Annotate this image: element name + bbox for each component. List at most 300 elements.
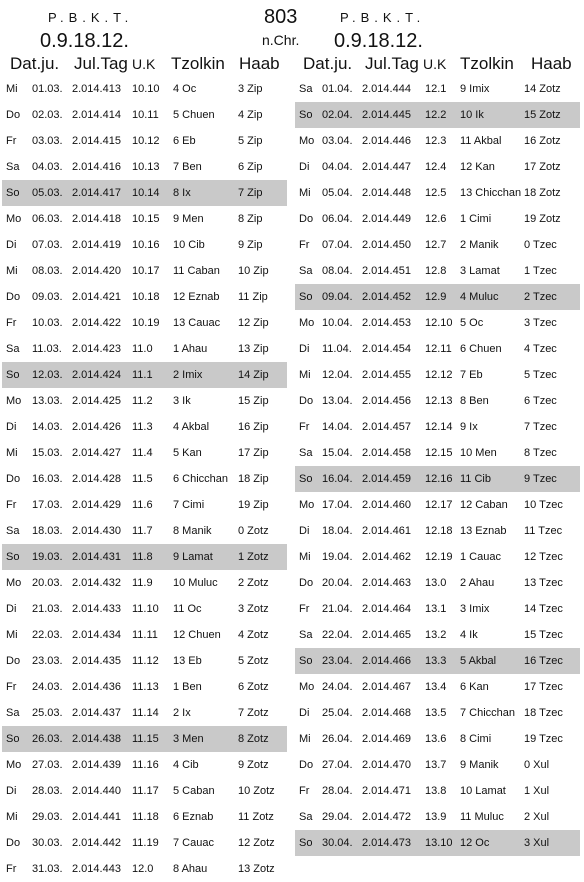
right-calendar-table [295, 52, 580, 856]
day-cell: Mo [6, 577, 22, 589]
day-cell: Sa [299, 811, 313, 823]
haab-cell: 9 Zotz [238, 759, 269, 771]
day-cell: So [6, 551, 20, 563]
uk-cell: 11.15 [132, 733, 159, 745]
haab-cell: 11 Zotz [238, 811, 274, 823]
tzolkin-cell: 10 Cib [173, 239, 205, 251]
table-row [295, 154, 580, 180]
tzolkin-cell: 13 Eb [173, 655, 202, 667]
day-cell: Fr [6, 863, 17, 875]
table-row [2, 830, 287, 856]
table-row [2, 570, 287, 596]
haab-cell: 1 Zotz [238, 551, 269, 563]
haab-cell: 16 Zip [238, 421, 269, 433]
jul-tag-cell: 2.014.428 [72, 473, 121, 485]
day-cell: Mi [6, 83, 18, 95]
jul-tag-cell: 2.014.449 [362, 213, 411, 225]
date-cell: 11.03. [32, 343, 62, 355]
jul-tag-cell: 2.014.420 [72, 265, 121, 277]
date-cell: 22.03. [32, 629, 63, 641]
uk-cell: 10.12 [132, 135, 160, 147]
jul-tag-cell: 2.014.440 [72, 785, 121, 797]
day-cell: Do [6, 473, 21, 485]
uk-cell: 12.16 [425, 473, 453, 485]
day-cell: Mo [6, 213, 22, 225]
tzolkin-cell: 11 Caban [173, 265, 220, 277]
haab-cell: 10 Zotz [238, 785, 275, 797]
left-calendar-table [2, 52, 287, 882]
uk-cell: 10.16 [132, 239, 160, 251]
haab-cell: 18 Zip [238, 473, 269, 485]
haab-cell: 6 Zotz [238, 681, 269, 693]
jul-tag-cell: 2.014.445 [362, 109, 411, 121]
uk-cell: 11.19 [132, 837, 159, 849]
date-cell: 02.03. [32, 109, 63, 121]
uk-cell: 12.0 [132, 863, 154, 875]
date-cell: 14.03. [32, 421, 63, 433]
haab-cell: 13 Tzec [524, 577, 563, 589]
haab-cell: 1 Tzec [524, 265, 557, 277]
table-row [295, 544, 580, 570]
day-cell: Fr [299, 785, 310, 797]
uk-cell: 11.1 [132, 369, 153, 381]
table-row [295, 674, 580, 700]
date-cell: 16.04. [322, 473, 353, 485]
jul-tag-cell: 2.014.470 [362, 759, 411, 771]
date-cell: 20.04. [322, 577, 353, 589]
day-cell: Di [6, 785, 17, 797]
uk-cell: 11.4 [132, 447, 153, 459]
table-row [295, 492, 580, 518]
uk-cell: 10.10 [132, 83, 160, 95]
jul-tag-cell: 2.014.444 [362, 83, 411, 95]
day-cell: Mo [299, 499, 315, 511]
jul-tag-cell: 2.014.459 [362, 473, 411, 485]
jul-tag-cell: 2.014.457 [362, 421, 411, 433]
jul-tag-cell: 2.014.434 [72, 629, 121, 641]
haab-cell: 7 Zip [238, 187, 263, 199]
tzolkin-cell: 10 Lamat [460, 785, 506, 797]
jul-tag-cell: 2.014.446 [362, 135, 411, 147]
day-cell: Di [6, 239, 17, 251]
jul-tag-cell: 2.014.454 [362, 343, 411, 355]
uk-cell: 10.14 [132, 187, 160, 199]
date-cell: 04.04. [322, 161, 353, 173]
day-cell: Fr [6, 681, 17, 693]
tzolkin-cell: 9 Men [173, 213, 204, 225]
day-cell: So [299, 655, 313, 667]
tzolkin-cell: 4 Oc [173, 83, 197, 95]
table-row [295, 206, 580, 232]
table-row [2, 492, 287, 518]
jul-tag-cell: 2.014.448 [362, 187, 411, 199]
tzolkin-cell: 7 Chicchan [460, 707, 516, 719]
tzolkin-cell: 13 Cauac [173, 317, 221, 329]
date-cell: 20.03. [32, 577, 63, 589]
day-cell: Fr [299, 421, 310, 433]
table-row [2, 518, 287, 544]
jul-tag-cell: 2.014.458 [362, 447, 411, 459]
haab-cell: 15 Zotz [524, 109, 561, 121]
uk-cell: 13.2 [425, 629, 447, 641]
tzolkin-cell: 11 Cib [460, 473, 491, 485]
tzolkin-cell: 8 Cimi [460, 733, 492, 745]
date-cell: 25.03. [32, 707, 63, 719]
day-cell: So [6, 369, 20, 381]
day-cell: So [299, 473, 313, 485]
tzolkin-cell: 9 Lamat [173, 551, 213, 563]
uk-cell: 11.16 [132, 759, 159, 771]
tzolkin-cell: 4 Cib [173, 759, 199, 771]
day-cell: Mi [299, 551, 311, 563]
tzolkin-cell: 5 Akbal [460, 655, 497, 667]
date-cell: 11.04. [322, 343, 352, 355]
date-cell: 02.04. [322, 109, 353, 121]
haab-cell: 16 Zotz [524, 135, 561, 147]
day-cell: Di [299, 161, 310, 173]
date-cell: 01.03. [32, 83, 63, 95]
jul-tag-cell: 2.014.442 [72, 837, 121, 849]
uk-cell: 11.6 [132, 499, 153, 511]
tzolkin-cell: 5 Oc [460, 317, 484, 329]
uk-cell: 13.7 [425, 759, 447, 771]
haab-cell: 17 Tzec [524, 681, 563, 693]
haab-cell: 1 Xul [524, 785, 550, 797]
date-cell: 03.03. [32, 135, 63, 147]
haab-cell: 6 Tzec [524, 395, 557, 407]
haab-cell: 19 Zip [238, 499, 269, 511]
table-row [2, 310, 287, 336]
haab-cell: 12 Zotz [238, 837, 275, 849]
jul-tag-cell: 2.014.466 [362, 655, 411, 667]
date-cell: 27.03. [32, 759, 63, 771]
date-cell: 12.03. [32, 369, 63, 381]
table-row [2, 752, 287, 778]
tzolkin-cell: 4 Muluc [460, 291, 499, 303]
uk-cell: 10.11 [132, 109, 159, 121]
jul-tag-cell: 2.014.461 [362, 525, 411, 537]
table-row [295, 310, 580, 336]
table-row [2, 778, 287, 804]
tzolkin-cell: 1 Ben [173, 681, 202, 693]
haab-cell: 12 Tzec [524, 551, 563, 563]
tzolkin-cell: 3 Men [173, 733, 204, 745]
day-cell: Di [6, 421, 17, 433]
date-cell: 10.03. [32, 317, 63, 329]
uk-cell: 12.1 [425, 83, 447, 95]
haab-cell: 12 Zip [238, 317, 269, 329]
haab-cell: 8 Tzec [524, 447, 557, 459]
tzolkin-cell: 10 Men [460, 447, 497, 459]
haab-cell: 11 Tzec [524, 525, 563, 537]
uk-cell: 12.19 [425, 551, 453, 563]
date-cell: 08.03. [32, 265, 63, 277]
table-row [295, 726, 580, 752]
jul-tag-cell: 2.014.456 [362, 395, 411, 407]
day-cell: Mi [299, 733, 311, 745]
uk-cell: 11.10 [132, 603, 159, 615]
date-cell: 29.04. [322, 811, 353, 823]
date-cell: 06.04. [322, 213, 353, 225]
tzolkin-cell: 11 Muluc [460, 811, 504, 823]
haab-cell: 17 Zotz [524, 161, 561, 173]
uk-cell: 11.14 [132, 707, 159, 719]
day-cell: Mo [6, 759, 22, 771]
jul-tag-cell: 2.014.431 [72, 551, 121, 563]
table-row [2, 622, 287, 648]
date-cell: 23.04. [322, 655, 353, 667]
haab-cell: 18 Tzec [524, 707, 563, 719]
date-cell: 15.04. [322, 447, 353, 459]
tzolkin-cell: 9 Imix [460, 83, 490, 95]
header-jul-tag: Jul.Tag [365, 54, 419, 73]
day-cell: Fr [6, 499, 17, 511]
jul-tag-cell: 2.014.432 [72, 577, 121, 589]
day-cell: Sa [299, 447, 313, 459]
uk-cell: 12.9 [425, 291, 447, 303]
right-long-count: 0.9.18.12. [334, 30, 423, 52]
date-cell: 13.04. [322, 395, 353, 407]
haab-cell: 18 Zotz [524, 187, 561, 199]
table-row [295, 648, 580, 674]
day-cell: Do [299, 759, 314, 771]
tzolkin-cell: 12 Caban [460, 499, 508, 511]
uk-cell: 11.2 [132, 395, 153, 407]
haab-cell: 10 Tzec [524, 499, 563, 511]
day-cell: Do [6, 109, 21, 121]
jul-tag-cell: 2.014.426 [72, 421, 121, 433]
uk-cell: 13.6 [425, 733, 447, 745]
table-row [2, 648, 287, 674]
day-cell: Di [299, 343, 310, 355]
haab-cell: 9 Tzec [524, 473, 557, 485]
tzolkin-cell: 6 Eznab [173, 811, 214, 823]
jul-tag-cell: 2.014.421 [72, 291, 121, 303]
jul-tag-cell: 2.014.418 [72, 213, 121, 225]
date-cell: 06.03. [32, 213, 63, 225]
table-row [2, 700, 287, 726]
day-cell: Fr [6, 317, 17, 329]
date-cell: 28.03. [32, 785, 63, 797]
tzolkin-cell: 5 Caban [173, 785, 215, 797]
table-row [295, 570, 580, 596]
jul-tag-cell: 2.014.430 [72, 525, 121, 537]
table-row [2, 466, 287, 492]
table-row [2, 232, 287, 258]
tzolkin-cell: 7 Cauac [173, 837, 214, 849]
jul-tag-cell: 2.014.473 [362, 837, 411, 849]
date-cell: 25.04. [322, 707, 353, 719]
tzolkin-cell: 7 Ben [173, 161, 202, 173]
table-row [295, 388, 580, 414]
day-cell: Di [299, 707, 310, 719]
tzolkin-cell: 12 Oc [460, 837, 490, 849]
date-cell: 24.03. [32, 681, 63, 693]
uk-cell: 13.1 [425, 603, 447, 615]
date-cell: 31.03. [32, 863, 63, 875]
jul-tag-cell: 2.014.435 [72, 655, 121, 667]
haab-cell: 3 Zotz [238, 603, 269, 615]
date-cell: 07.04. [322, 239, 353, 251]
table-row [295, 362, 580, 388]
day-cell: Sa [299, 83, 313, 95]
jul-tag-cell: 2.014.413 [72, 83, 121, 95]
date-cell: 17.04. [322, 499, 353, 511]
tzolkin-cell: 2 Imix [173, 369, 203, 381]
uk-cell: 13.3 [425, 655, 447, 667]
date-cell: 27.04. [322, 759, 353, 771]
uk-cell: 12.15 [425, 447, 453, 459]
tzolkin-cell: 9 Ix [460, 421, 478, 433]
haab-cell: 5 Zotz [238, 655, 269, 667]
uk-cell: 13.8 [425, 785, 447, 797]
table-row [295, 414, 580, 440]
date-cell: 04.03. [32, 161, 63, 173]
uk-cell: 10.15 [132, 213, 160, 225]
uk-cell: 10.19 [132, 317, 160, 329]
jul-tag-cell: 2.014.423 [72, 343, 121, 355]
date-cell: 10.04. [322, 317, 353, 329]
uk-cell: 12.7 [425, 239, 447, 251]
tzolkin-cell: 3 Imix [460, 603, 490, 615]
uk-cell: 13.4 [425, 681, 447, 693]
date-cell: 12.04. [322, 369, 353, 381]
day-cell: Sa [299, 265, 313, 277]
jul-tag-cell: 2.014.429 [72, 499, 121, 511]
tzolkin-cell: 6 Kan [460, 681, 489, 693]
haab-cell: 2 Zotz [238, 577, 269, 589]
uk-cell: 13.9 [425, 811, 447, 823]
date-cell: 13.03. [32, 395, 63, 407]
tzolkin-cell: 8 Ahau [173, 863, 208, 875]
day-cell: Fr [299, 603, 310, 615]
table-row [2, 154, 287, 180]
jul-tag-cell: 2.014.451 [362, 265, 411, 277]
date-cell: 19.04. [322, 551, 353, 563]
uk-cell: 11.11 [132, 629, 158, 641]
date-cell: 09.03. [32, 291, 63, 303]
tzolkin-cell: 2 Manik [460, 239, 499, 251]
jul-tag-cell: 2.014.419 [72, 239, 121, 251]
haab-cell: 0 Xul [524, 759, 550, 771]
tzolkin-cell: 2 Ahau [460, 577, 495, 589]
table-row [2, 440, 287, 466]
table-row [2, 206, 287, 232]
date-cell: 21.04. [322, 603, 353, 615]
jul-tag-cell: 2.014.441 [72, 811, 121, 823]
uk-cell: 11.5 [132, 473, 153, 485]
table-row [2, 596, 287, 622]
date-cell: 30.04. [322, 837, 353, 849]
haab-cell: 2 Xul [524, 811, 550, 823]
jul-tag-cell: 2.014.465 [362, 629, 411, 641]
date-cell: 26.04. [322, 733, 353, 745]
jul-tag-cell: 2.014.472 [362, 811, 411, 823]
table-row [295, 596, 580, 622]
uk-cell: 12.11 [425, 343, 452, 355]
uk-cell: 12.12 [425, 369, 453, 381]
tzolkin-cell: 6 Eb [173, 135, 196, 147]
day-cell: So [299, 837, 313, 849]
era-label: n.Chr. [262, 32, 300, 48]
day-cell: Mo [299, 317, 315, 329]
table-row [295, 622, 580, 648]
day-cell: Fr [299, 239, 310, 251]
tzolkin-cell: 13 Eznab [460, 525, 507, 537]
tzolkin-cell: 13 Chicchan [460, 187, 522, 199]
day-cell: So [6, 187, 20, 199]
haab-cell: 2 Tzec [524, 291, 557, 303]
table-row [295, 518, 580, 544]
year-label: 803 [264, 6, 298, 28]
haab-cell: 4 Tzec [524, 343, 557, 355]
jul-tag-cell: 2.014.455 [362, 369, 411, 381]
table-header-row [295, 52, 580, 76]
day-cell: Mo [299, 681, 315, 693]
tzolkin-cell: 4 Akbal [173, 421, 210, 433]
header-date: Dat.ju. [303, 54, 353, 73]
table-row [295, 284, 580, 310]
day-cell: Mi [6, 447, 18, 459]
table-row [295, 336, 580, 362]
tzolkin-cell: 7 Eb [460, 369, 483, 381]
haab-cell: 16 Tzec [524, 655, 563, 667]
table-row [295, 752, 580, 778]
table-row [2, 102, 287, 128]
table-row [2, 284, 287, 310]
jul-tag-cell: 2.014.422 [72, 317, 121, 329]
uk-cell: 12.8 [425, 265, 447, 277]
table-row [295, 466, 580, 492]
date-cell: 18.04. [322, 525, 353, 537]
uk-cell: 11.8 [132, 551, 153, 563]
jul-tag-cell: 2.014.471 [362, 785, 411, 797]
haab-cell: 7 Tzec [524, 421, 557, 433]
uk-cell: 11.7 [132, 525, 153, 537]
table-row [295, 804, 580, 830]
jul-tag-cell: 2.014.450 [362, 239, 411, 251]
haab-cell: 7 Zotz [238, 707, 269, 719]
uk-cell: 11.9 [132, 577, 153, 589]
date-cell: 09.04. [322, 291, 353, 303]
uk-cell: 12.13 [425, 395, 453, 407]
table-row [295, 128, 580, 154]
table-row [2, 258, 287, 284]
header-haab: Haab [531, 54, 572, 73]
haab-cell: 9 Zip [238, 239, 263, 251]
date-cell: 28.04. [322, 785, 353, 797]
table-row [295, 258, 580, 284]
table-row [2, 674, 287, 700]
tzolkin-cell: 8 Ben [460, 395, 489, 407]
day-cell: Mi [6, 629, 18, 641]
uk-cell: 11.0 [132, 343, 153, 355]
day-cell: Sa [6, 707, 20, 719]
tzolkin-cell: 7 Cimi [173, 499, 205, 511]
date-cell: 16.03. [32, 473, 63, 485]
day-cell: So [299, 291, 313, 303]
day-cell: Do [6, 837, 21, 849]
tzolkin-cell: 8 Manik [173, 525, 212, 537]
day-cell: Mo [6, 395, 22, 407]
jul-tag-cell: 2.014.425 [72, 395, 121, 407]
table-row [295, 700, 580, 726]
tzolkin-cell: 12 Chuen [173, 629, 221, 641]
tzolkin-cell: 2 Ix [173, 707, 191, 719]
day-cell: Do [6, 655, 21, 667]
haab-cell: 19 Zotz [524, 213, 561, 225]
header-uk: U.K [132, 56, 156, 72]
